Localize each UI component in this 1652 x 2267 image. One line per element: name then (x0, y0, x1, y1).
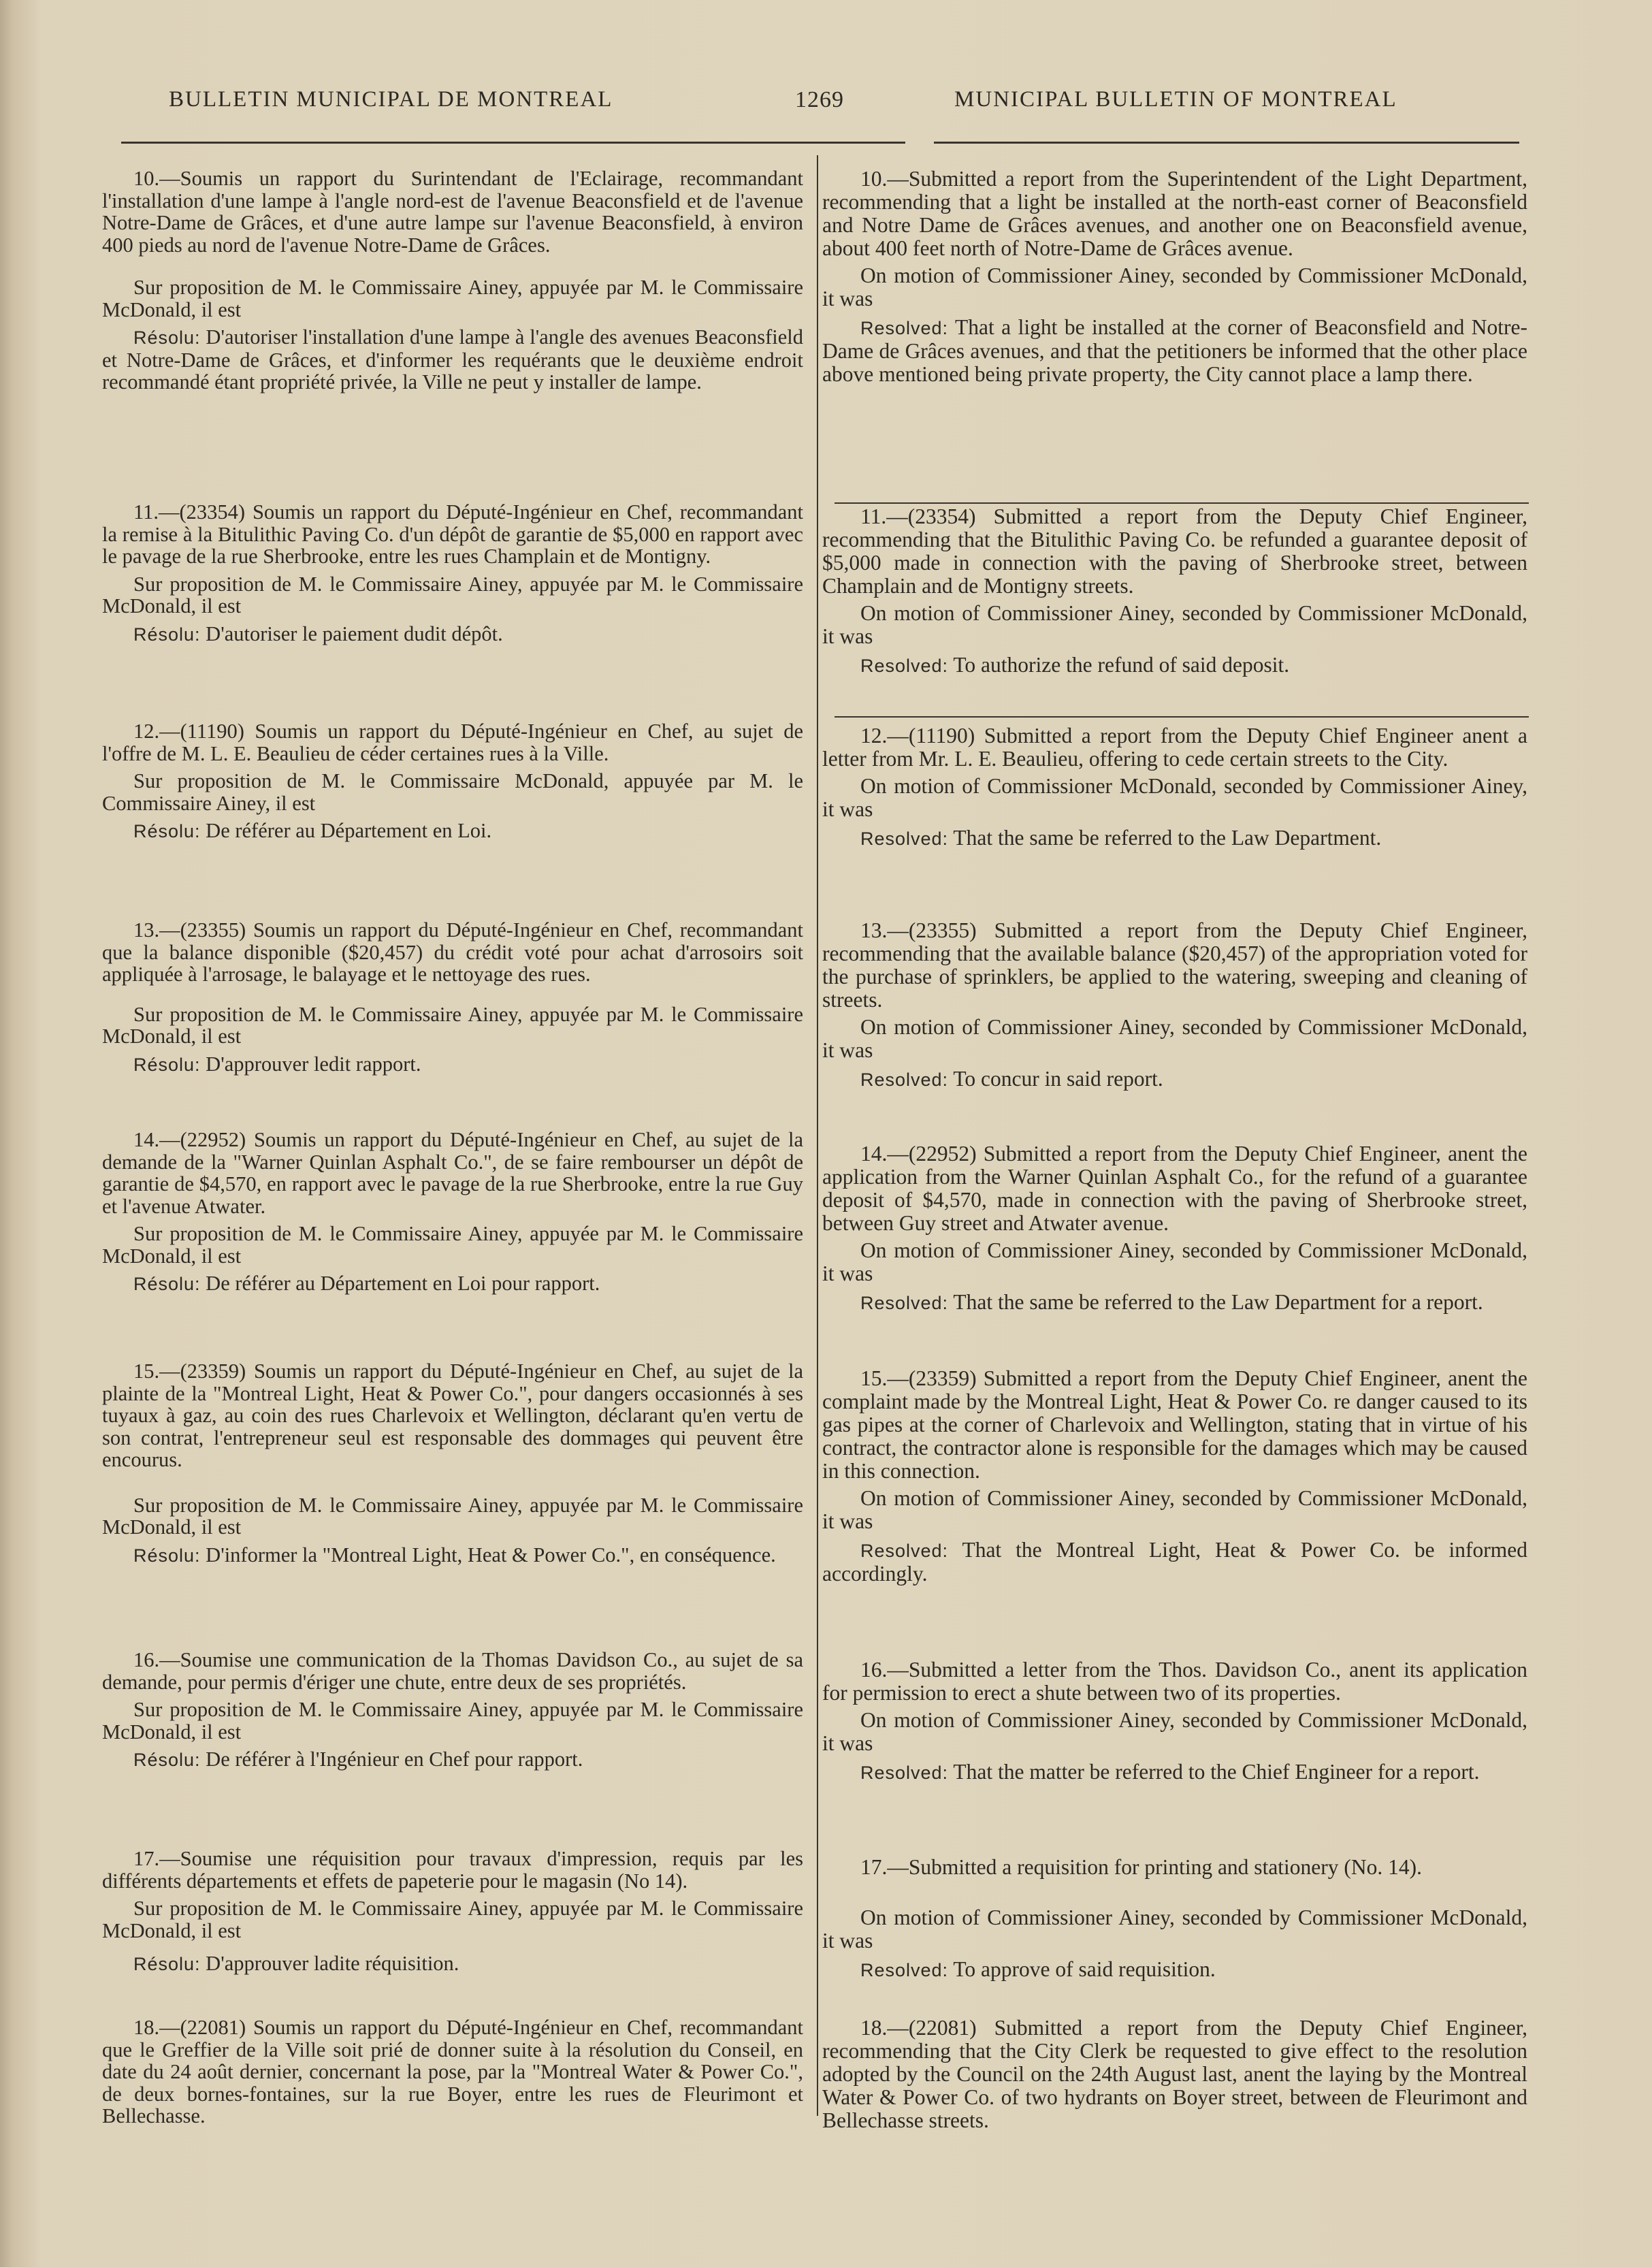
fr-resolu-text: D'informer la "Montreal Light, Heat & Power Co.", en conséquence. (206, 1543, 776, 1566)
fr-item-18 (102, 2016, 803, 2127)
en-resolved-label: Resolved: (860, 1293, 949, 1313)
header-english-title: MUNICIPAL BULLETIN OF MONTREAL (954, 87, 1397, 112)
en-resolved-text: That the matter be referred to the Chief Engineer for a report. (953, 1760, 1480, 1784)
en-resolved-label: Resolved: (860, 318, 949, 338)
en-resolution (822, 1539, 1527, 1586)
fr-resolution (102, 1952, 803, 1976)
en-separator (835, 716, 1529, 718)
fr-resolu-label: Résolu: (133, 1054, 201, 1075)
fr-resolution (102, 1748, 803, 1771)
fr-item-text: 11.—(23354) Soumis un rapport du Député-Ingénieur en Chef, recommandant la remise à la Bitulithic Paving Co. d'un dépôt de garantie de $5,000 en rapport avec le pavage de la rue Sherbrooke, entre les rues Champlain et de Montigny. (102, 500, 803, 568)
fr-item-text: 17.—Soumise une réquisition pour travaux d'impression, requis par les différents départements et effets de papeterie pour le magasin (No 14). (102, 1847, 803, 1893)
fr-resolu-text: D'approuver ladite réquisition. (206, 1952, 459, 1975)
en-separator (835, 502, 1529, 504)
en-resolved-label: Resolved: (860, 1541, 949, 1561)
fr-resolu-label: Résolu: (133, 1545, 201, 1566)
fr-item-15 (102, 1360, 803, 1566)
fr-motion: Sur proposition de M. le Commissaire Ainey, appuyée par M. le Commissaire McDonald, il est (102, 1222, 803, 1268)
en-resolution (822, 316, 1527, 386)
en-resolved-text: That a light be installed at the corner of Beaconsfield and Notre-Dame de Grâces avenues, and that the petitioners be informed that the other place above mentioned being private property, the City cannot place a lamp there. (822, 315, 1528, 386)
en-resolved-label: Resolved: (860, 656, 949, 676)
en-item-14 (822, 1142, 1527, 1315)
en-item-text: 11.—(23354) Submitted a report from the Deputy Chief Engineer, recommending that the Bitulithic Paving Co. be refunded a guarantee deposit of $5,000 made in connection with the paving of Sherbrooke street, between Champlain and de Montigny streets. (822, 504, 1527, 598)
en-motion: On motion of Commissioner Ainey, seconded by Commissioner McDonald, it was (822, 1486, 1527, 1533)
en-motion: On motion of Commissioner Ainey, seconded by Commissioner McDonald, it was (822, 1708, 1527, 1755)
fr-item-10 (102, 167, 803, 393)
en-resolution (822, 1291, 1527, 1315)
fr-item-12 (102, 720, 803, 843)
fr-resolu-text: D'autoriser l'installation d'une lampe à l'angle des avenues Beaconsfield et Notre-Dame de Grâces, et d'informer les requérants que le deuxième endroit recommandé étant propriété privée, la Ville ne peut y installer de lampe. (102, 325, 804, 393)
fr-motion: Sur proposition de M. le Commissaire McDonald, appuyée par M. le Commissaire Ainey, il est (102, 769, 803, 815)
fr-resolu-text: D'autoriser le paiement dudit dépôt. (206, 622, 503, 645)
fr-resolu-text: De référer au Département en Loi pour rapport. (206, 1272, 600, 1295)
header-rule-right (934, 142, 1519, 144)
fr-resolu-label: Résolu: (133, 1954, 201, 1974)
en-motion: On motion of Commissioner Ainey, seconded by Commissioner McDonald, it was (822, 263, 1527, 310)
en-item-12 (822, 724, 1527, 850)
fr-motion: Sur proposition de M. le Commissaire Ainey, appuyée par M. le Commissaire McDonald, il est (102, 572, 803, 617)
fr-resolu-label: Résolu: (133, 1750, 201, 1770)
en-resolution (822, 1760, 1527, 1784)
fr-motion: Sur proposition de M. le Commissaire Ainey, appuyée par M. le Commissaire McDonald, il est (102, 1698, 803, 1743)
fr-resolution (102, 623, 803, 646)
en-resolved-label: Resolved: (860, 1763, 949, 1783)
fr-item-14 (102, 1129, 803, 1296)
en-item-text: 14.—(22952) Submitted a report from the Deputy Chief Engineer, anent the application from the Warner Quinlan Asphalt Co., for the refund of a guarantee deposit of $4,570, made in connection with the paving of Sherbrooke street, between Guy street and Atwater avenue. (822, 1142, 1527, 1235)
fr-item-16 (102, 1649, 803, 1771)
en-item-text: 13.—(23355) Submitted a report from the Deputy Chief Engineer, recommending that the available balance ($20,457) of the appropriation voted for the purchase of sprinklers, be applied to the watering, sweeping and cleaning of streets. (822, 918, 1527, 1012)
fr-item-17 (102, 1848, 803, 1976)
en-resolution (822, 1067, 1527, 1091)
fr-item-text: 15.—(23359) Soumis un rapport du Député-Ingénieur en Chef, au sujet de la plainte de la "Montreal Light, Heat & Power Co.", pour dangers occasionnés à ses tuyaux à gaz, au coin des rues Charlevoix et Wellington, déclarant qu'en vertu de son contrat, l'entrepreneur seul est responsable des dommages qui peuvent être encourus. (102, 1360, 803, 1471)
fr-item-text: 12.—(11190) Soumis un rapport du Député-Ingénieur en Chef, au sujet de l'offre de M. L. E. Beaulieu de céder certaines rues à la Ville. (102, 720, 803, 765)
fr-item-11 (102, 501, 803, 645)
en-motion: On motion of Commissioner Ainey, seconded by Commissioner McDonald, it was (822, 1015, 1527, 1062)
column-divider (817, 155, 818, 2116)
fr-item-text: 10.—Soumis un rapport du Surintendant de l'Eclairage, recommandant l'installation d'une lampe à l'angle nord-est de l'avenue Beaconsfield et de l'avenue Notre-Dame de Grâces, et d'une autre lampe sur l'avenue Beaconsfield, à environ 400 pieds au nord de l'avenue Notre-Dame de Grâces. (102, 167, 803, 257)
en-item-text: 16.—Submitted a letter from the Thos. Davidson Co., anent its application for permission to erect a shute between two of its properties. (822, 1658, 1527, 1705)
en-resolved-text: To authorize the refund of said deposit. (953, 653, 1290, 677)
en-item-text: 18.—(22081) Submitted a report from the Deputy Chief Engineer, recommending that the City Clerk be requested to give effect to the resolution adopted by the Council on the 24th August last, anent the laying by the Montreal Water & Power Co. of two hydrants on Boyer street, between de Fleurimont and Bellechasse streets. (822, 2016, 1527, 2132)
en-motion: On motion of Commissioner Ainey, seconded by Commissioner McDonald, it was (822, 1238, 1527, 1285)
en-resolved-text: To approve of said requisition. (953, 1957, 1216, 1981)
en-resolved-label: Resolved: (860, 1070, 949, 1090)
en-item-text: 10.—Submitted a report from the Superintendent of the Light Department, recommending that a light be installed at the north-east corner of Beaconsfield and Notre Dame de Grâces avenues, and another one on Beaconsfield avenue, about 400 feet north of Notre-Dame de Grâces avenue. (822, 167, 1527, 260)
en-resolution (822, 826, 1527, 850)
fr-resolution (102, 1053, 803, 1076)
fr-resolu-text: De référer au Département en Loi. (206, 819, 492, 842)
fr-resolution (102, 820, 803, 843)
fr-item-text: 16.—Soumise une communication de la Thomas Davidson Co., au sujet de sa demande, pour permis d'ériger une chute, entre deux de ses propriétés. (102, 1648, 803, 1694)
en-motion: On motion of Commissioner Ainey, seconded by Commissioner McDonald, it was (822, 601, 1527, 648)
en-resolved-text: That the Montreal Light, Heat & Power Co. be informed accordingly. (822, 1538, 1527, 1586)
fr-resolu-label: Résolu: (133, 624, 201, 645)
en-item-13 (822, 919, 1527, 1091)
fr-motion: Sur proposition de M. le Commissaire Ainey, appuyée par M. le Commissaire McDonald, il est (102, 276, 803, 321)
fr-resolu-text: De référer à l'Ingénieur en Chef pour rapport. (206, 1748, 583, 1771)
en-item-11 (822, 505, 1527, 677)
en-resolved-text: That the same be referred to the Law Department. (953, 826, 1382, 850)
fr-item-text: 18.—(22081) Soumis un rapport du Député-Ingénieur en Chef, recommandant que le Greffier de la Ville soit prié de donner suite à la résolution du Conseil, en date du 24 août dernier, concernant la pose, par la "Montreal Water & Power Co.", de deux bornes-fontaines, sur la rue Boyer, entre les rues de Fleurimont et Bellechasse. (102, 2016, 803, 2127)
en-resolved-text: That the same be referred to the Law Department for a report. (953, 1290, 1483, 1314)
en-item-18 (822, 2016, 1527, 2132)
fr-item-text: 14.—(22952) Soumis un rapport du Député-Ingénieur en Chef, au sujet de la demande de la "Warner Quinlan Asphalt Co.", de se faire rembourser un dépôt de garantie de $4,570, en rapport avec le pavage de la rue Sherbrooke, entre la rue Guy et l'avenue Atwater. (102, 1128, 803, 1218)
fr-resolution (102, 1272, 803, 1296)
fr-resolu-label: Résolu: (133, 1274, 201, 1294)
fr-item-13 (102, 919, 803, 1076)
en-motion: On motion of Commissioner Ainey, seconded by Commissioner McDonald, it was (822, 1906, 1527, 1952)
en-item-text: 17.—Submitted a requisition for printing and stationery (No. 14). (860, 1855, 1422, 1879)
header-french-title: BULLETIN MUNICIPAL DE MONTREAL (169, 87, 613, 112)
en-item-10 (822, 167, 1527, 386)
fr-resolu-label: Résolu: (133, 327, 201, 348)
fr-motion: Sur proposition de M. le Commissaire Ainey, appuyée par M. le Commissaire McDonald, il est (102, 1002, 803, 1048)
en-resolution (822, 1958, 1527, 1982)
en-item-text: 12.—(11190) Submitted a report from the Deputy Chief Engineer anent a letter from Mr. L. E. Beaulieu, offering to cede certain streets to the City. (822, 724, 1527, 771)
en-resolved-label: Resolved: (860, 1960, 949, 1980)
fr-motion: Sur proposition de M. le Commissaire Ainey, appuyée par M. le Commissaire McDonald, il est (102, 1897, 803, 1942)
header-rule-left (121, 142, 905, 144)
en-item-15 (822, 1367, 1527, 1586)
fr-resolu-label: Résolu: (133, 821, 201, 841)
en-resolved-text: To concur in said report. (953, 1067, 1163, 1091)
page-number: 1269 (795, 87, 844, 112)
en-item-16 (822, 1658, 1527, 1784)
en-item-17 (822, 1856, 1527, 1982)
en-item-text: 15.—(23359) Submitted a report from the Deputy Chief Engineer, anent the complaint made by the Montreal Light, Heat & Power Co. re danger caused to its gas pipes at the corner of Charlevoix and Wellington, stating that in virtue of his contract, the contractor alone is responsible for the damages which may be caused in this connection. (822, 1366, 1527, 1483)
fr-item-text: 13.—(23355) Soumis un rapport du Député-Ingénieur en Chef, recommandant que la balance disponible ($20,457) du crédit voté pour achat d'arrosoirs soit appliquée à l'arrosage, le balayage et le nettoyage des rues. (102, 918, 803, 986)
en-resolution (822, 654, 1527, 677)
fr-resolution (102, 326, 803, 393)
fr-resolu-text: D'approuver ledit rapport. (206, 1052, 421, 1076)
en-resolved-label: Resolved: (860, 829, 949, 849)
fr-motion: Sur proposition de M. le Commissaire Ainey, appuyée par M. le Commissaire McDonald, il est (102, 1493, 803, 1539)
fr-resolution (102, 1544, 803, 1567)
en-motion: On motion of Commissioner McDonald, seconded by Commissioner Ainey, it was (822, 774, 1527, 821)
